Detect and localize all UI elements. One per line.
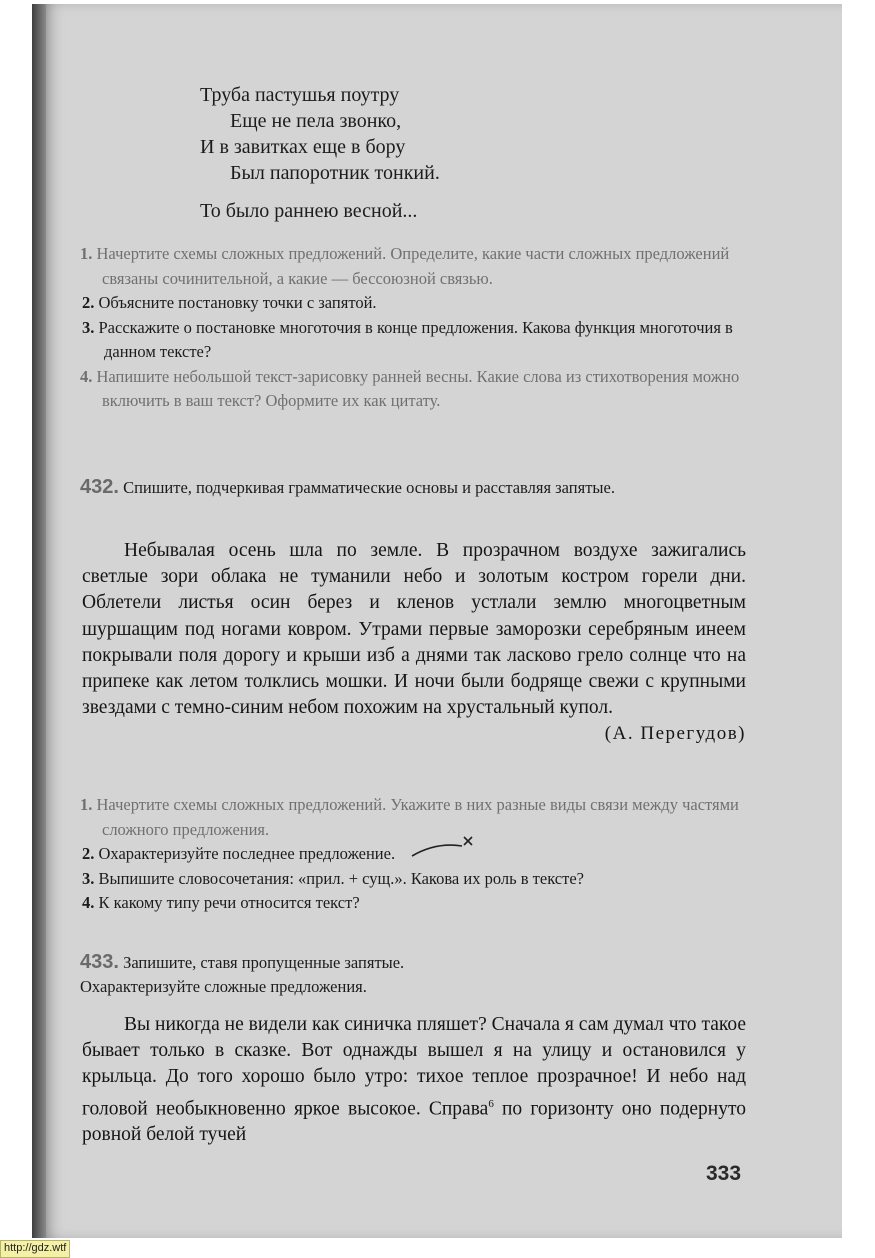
task-item: 2. Охарактеризуйте последнее предложение. (82, 844, 396, 863)
exercise-433-text: Вы никогда не видели как синичка пляшет? Сначала я сам думал что такое бывает только в сказке. Вот однажды вышел я на улицу и остановился у крыльца. До того хорошо было утро: тихое теплое прозрачное! И небо над головой необыкновенно яркое высокое. Справа$^6$ по горизонту оно подернуто ровной белой тучей (82, 1014, 747, 1146)
adjective-noun-link-mark (406, 832, 486, 862)
task-item: 2. Объясните постановку точки с запятой. (82, 293, 377, 312)
page-number: 333 (706, 1162, 742, 1185)
poem-tasks (80, 242, 745, 414)
footnote-marker: 6 (488, 1097, 494, 1110)
task-item: 4. Напишите небольшой текст-зарисовку ранней весны. Какие слова из стихотворения можно включить в ваш текст? Оформите их как цитату. (80, 366, 740, 410)
poem-line: Еще не пела звонко, (230, 110, 402, 132)
task-item: 4. К какому типу речи относится текст? (82, 893, 360, 912)
poem-line: Труба пастушья поутру (200, 84, 400, 106)
task-item: 1. Начертите схемы сложных предложений. Укажите в них разные виды связи между частями сложного предложения. (80, 795, 739, 839)
exercise-433-heading (80, 950, 745, 999)
exercise-432-heading (80, 475, 745, 500)
exercise-number: 432. (80, 476, 119, 498)
poem (200, 82, 440, 224)
poem-line: Был папоротник тонкий. (230, 162, 440, 184)
exercise-instruction: Запишите, ставя пропущенные запятые. (123, 953, 405, 972)
exercise-432-text: Небывалая осень шла по земле. В прозрачном воздухе зажигались светлые зори облака не туманили небо и золотым костром горели дни. Облетели листья осин берез и кленов устлали землю многоцветным шуршащим под ногами ковром. Утрами первые заморозки серебряным инеем покрывали поля дорогу и крыши изб а днями так ласково грело солнце что на припеке как летом толклись мошки. И ночи были бодряще свежи с крупными звездами с темно-синим небом похожим на хрустальный купол. (А. Перегудов) (82, 538, 746, 748)
exercise-instruction: Охарактеризуйте сложные предложения. (80, 977, 367, 996)
poem-line: И в завитках еще в бору (200, 136, 406, 158)
task-item: 3. Выпишите словосочетания: «прил. + сущ.». Какова их роль в тексте? (82, 868, 584, 888)
author: (А. Перегудов) (604, 723, 746, 745)
exercise-number: 433. (80, 951, 119, 973)
poem-line: То было раннею весной... (200, 200, 418, 222)
source-link[interactable]: http://gdz.wtf (0, 1240, 70, 1258)
exercise-instruction: Спишите, подчеркивая грамматические основы и расставляя запятые. (123, 478, 615, 497)
task-item: 3. Расскажите о постановке многоточия в конце предложения. Какова функция многоточия в данном тексте? (82, 317, 733, 361)
page-binding-shadow (32, 4, 46, 1238)
task-item: 1. Начертите схемы сложных предложений. Определите, какие части сложных предложений связаны сочинительной, а какие — бессоюзной связью. (80, 244, 730, 288)
